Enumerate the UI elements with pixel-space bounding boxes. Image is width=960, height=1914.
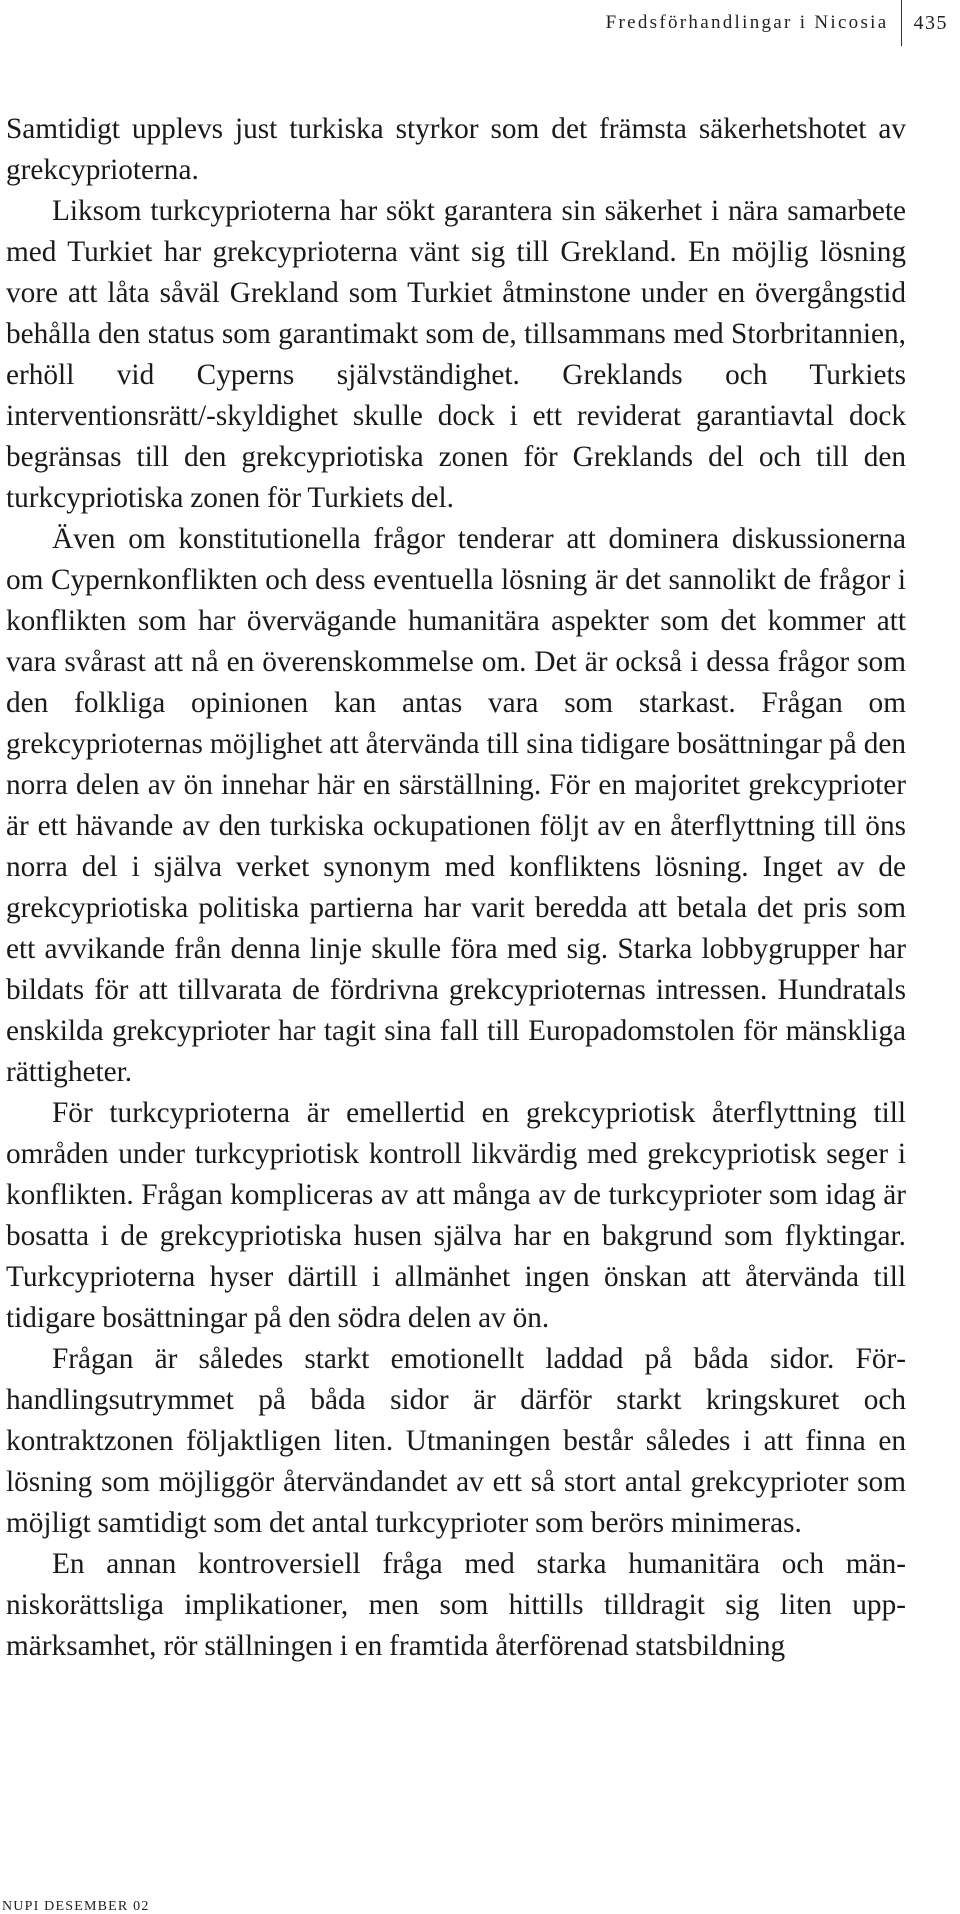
paragraph-1: Samtidigt upplevs just turkiska styrkor som det främsta säkerhetshotet av grekcyprioterna. bbox=[6, 113, 906, 186]
header-divider bbox=[901, 0, 902, 46]
body-text bbox=[6, 109, 906, 1667]
page-number: 435 bbox=[913, 11, 948, 34]
page-footer: NUPI DESEMBER 02 bbox=[2, 1899, 150, 1914]
running-title: Fredsförhandlingar i Nicosia bbox=[605, 12, 889, 33]
paragraph-5: Frågan är således starkt emotionellt laddad på båda sidor. Förhandlingsutrymmet på båda sidor är därför starkt kringskuret och kontraktzonen följaktligen liten. Utmaningen består således i att finna en lösning som möjliggör återvändandet av ett så stort antal grekcyprioter som möjligt samtidigt som det antal turkcyprioter som berörs minimeras. bbox=[6, 1343, 906, 1539]
paragraph-3: Även om konstitutionella frågor tenderar att dominera diskussionerna om Cypernkonflikten och dess eventuella lösning är det sannolikt de frågor i konflikten som har övervägande humanitära aspekter som det kommer att vara svårast att nå en överenskommelse om. Det är också i dessa frågor som den folkliga opinionen kan antas vara som starkast. Frågan om grekcyprioternas möjlighet att återvända till sina tidigare bosättningar på den norra delen av ön innehar här en särställning. För en majoritet grekcyprioter är ett hävande av den turkiska ockupationen följt av en återflyttning till öns norra del i själva verket synonym med konfliktens lösning. Inget av de grekcypriotiska politiska partierna har varit beredda att betala det pris som ett avvikande från denna linje skulle föra med sig. Starka lobbygrupper har bildats för att tillvarata de fördrivna grekcyprioternas intressen. Hundratals enskilda grekcyprioter har tagit sina fall till Europadomstolen för mänskliga rättigheter. bbox=[6, 523, 906, 1088]
paragraph-4: För turkcyprioterna är emellertid en grekcypriotisk återflyttning till områden under turkcypriotisk kontroll likvärdig med grekcypriotisk seger i konflikten. Frågan kompliceras av att många av de turkcyprioter som idag är bosatta i de grekcypriotiska husen själva har en bakgrund som flyktingar. Turkcyprioterna hyser därtill i allmänhet ingen önskan att återvända till tidigare bosättningar på den södra delen av ön. bbox=[6, 1097, 906, 1334]
paragraph-2: Liksom turkcyprioterna har sökt garantera sin säkerhet i nära samarbete med Turkiet har grekcyprioterna vänt sig till Grekland. En möjlig lösning vore att låta såväl Grekland som Turkiet åtminstone under en övergångstid behålla den status som garantimakt som de, tillsammans med Storbritannien, erhöll vid Cyperns självständighet. Greklands och Turkiets interventionsrätt/-skyldighet skulle dock i ett reviderat garantiavtal dock begränsas till den grekcypriotiska zonen för Greklands del och till den turkcypriotiska zonen för Turkiets del. bbox=[6, 195, 906, 514]
running-header bbox=[606, 0, 960, 46]
paragraph-6: En annan kontroversiell fråga med starka humanitära och människorättsliga implikationer, men som hittills tilldragit sig liten uppmärksamhet, rör ställningen i en framtida återförenad statsbildning bbox=[6, 1548, 906, 1662]
